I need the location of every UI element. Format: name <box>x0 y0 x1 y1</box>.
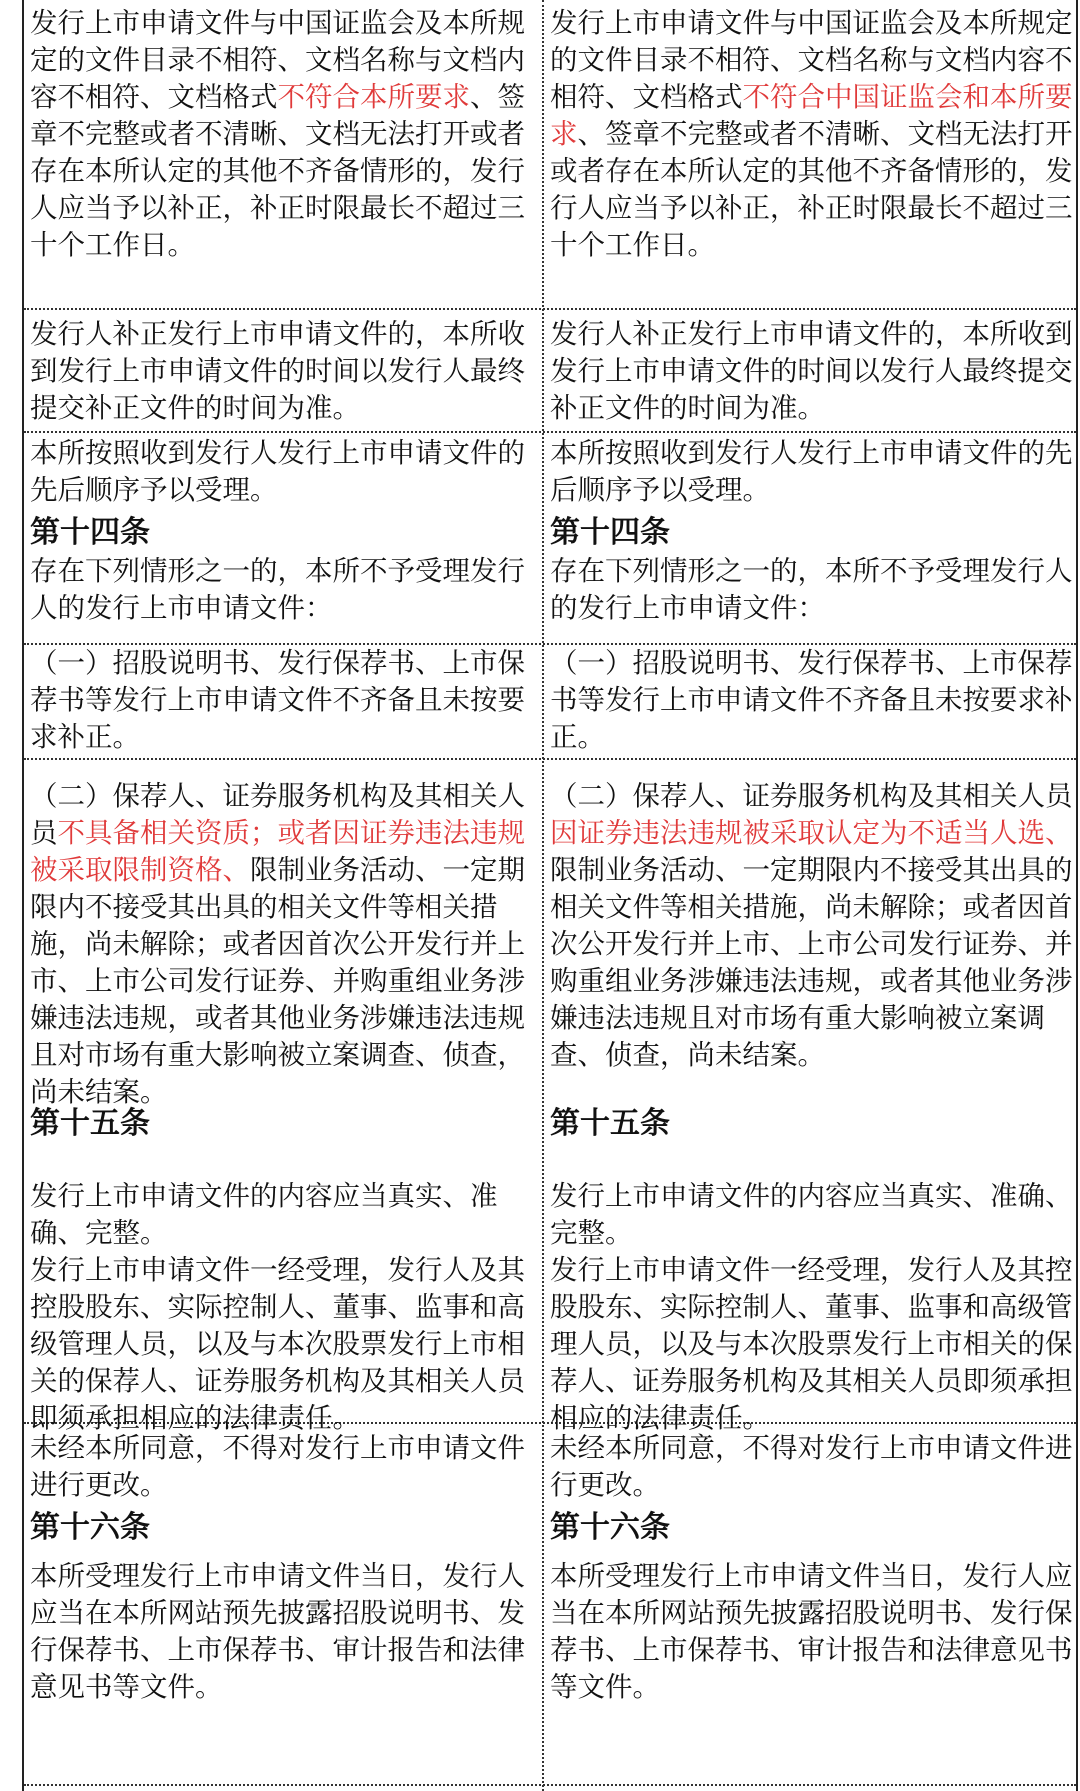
new-rule-cell: （二）保荐人、证券服务机构及其相关人员因证券违法违规被采取认定为不适当人选、限制业务活动、一定期限内不接受其出具的相关文件等相关措施，尚未解除；或者因首次公开发行并上市、上市公司发行证券、并购重组业务涉嫌违法违规，或者其他业务涉嫌违法违规且对市场有重大影响被立案调查、侦查，尚未结案。 <box>550 780 1073 1071</box>
new-rule-cell: 发行人补正发行上市申请文件的，本所收到发行上市申请文件的时间以发行人最终提交补正文件的时间为准。 <box>550 318 1073 424</box>
article-title: 第十五条 <box>30 1106 150 1141</box>
old-rule-cell: （二）保荐人、证券服务机构及其相关人员不具备相关资质；或者因证券违法违规被采取限制资格、限制业务活动、一定期限内不接受其出具的相关文件等相关措施，尚未解除；或者因首次公开发行并上市、上市公司发行证券、并购重组业务涉嫌违法违规，或者其他业务涉嫌违法违规且对市场有重大影响被立案调查、侦查，尚未结案。 <box>30 780 525 1108</box>
table-row <box>24 1424 1076 1504</box>
article-title: 第十五条 <box>550 1106 670 1141</box>
table-row <box>24 645 1076 760</box>
table-row <box>24 433 1076 513</box>
new-rule-cell: 本所按照收到发行人发行上市申请文件的先后顺序予以受理。 <box>550 437 1073 506</box>
changed-text: 因证券违法违规被采取认定为不适当人选、 <box>550 817 1073 849</box>
article-title: 第十四条 <box>550 515 670 550</box>
new-rule-cell: 发行上市申请文件与中国证监会及本所规定的文件目录不相符、文档名称与文档内容不相符、文档格式不符合中国证监会和本所要求、签章不完整或者不清晰、文档无法打开或者存在本所认定的其他不齐备情形的，发行人应当予以补正，补正时限最长不超过三十个工作日。 <box>550 7 1073 261</box>
table-row <box>24 513 1076 645</box>
changed-text: 不符合中国证监会和本所要求 <box>550 81 1073 150</box>
new-rule-cell: 第十五条 发行上市申请文件的内容应当真实、准确、完整。 发行上市申请文件一经受理，发行人及其控股股东、实际控制人、董事、监事和高级管理人员，以及与本次股票发行上市相关的保荐人、证券服务机构及其相关人员即须承担相应的法律责任。 <box>550 1106 1073 1434</box>
old-rule-cell: 未经本所同意，不得对发行上市申请文件进行更改。 <box>30 1432 525 1501</box>
new-rule-cell: 未经本所同意，不得对发行上市申请文件进行更改。 <box>550 1432 1073 1501</box>
old-rule-cell: 第十六条 本所受理发行上市申请文件当日，发行人应当在本所网站预先披露招股说明书、发行保荐书、上市保荐书、审计报告和法律意见书等文件。 <box>24 1504 542 1784</box>
new-rule-cell: 第十六条 本所受理发行上市申请文件当日，发行人应当在本所网站预先披露招股说明书、发行保荐书、上市保荐书、审计报告和法律意见书等文件。 <box>550 1510 1073 1703</box>
table-row <box>24 1098 1076 1434</box>
old-rule-cell: （一）招股说明书、发行保荐书、上市保荐书等发行上市申请文件不齐备且未按要求补正。 <box>30 647 525 753</box>
old-rule-cell: 发行人补正发行上市申请文件的，本所收到发行上市申请文件的时间以发行人最终提交补正文件的时间为准。 <box>30 318 525 424</box>
article-title: 第十六条 <box>30 1510 150 1545</box>
article-title: 第十六条 <box>550 1510 670 1545</box>
table-row <box>24 0 1076 310</box>
new-rule-cell: 第十四条 存在下列情形之一的，本所不予受理发行人的发行上市申请文件： <box>550 515 1073 624</box>
old-rule-cell: 第十五条 发行上市申请文件的内容应当真实、准确、完整。 发行上市申请文件一经受理，发行人及其控股股东、实际控制人、董事、监事和高级管理人员，以及与本次股票发行上市相关的保荐人、证券服务机构及其相关人员即须承担相应的法律责任。 <box>24 1098 542 1422</box>
changed-text: 不具备相关资质；或者因证券违法违规被采取限制资格、 <box>30 817 525 886</box>
comparison-table <box>22 0 1078 1791</box>
old-rule-cell: 本所按照收到发行人发行上市申请文件的先后顺序予以受理。 <box>30 437 525 506</box>
table-row <box>24 760 1076 1108</box>
table-row <box>24 1504 1076 1786</box>
changed-text: 不符合本所要求 <box>277 81 470 113</box>
table-row <box>24 310 1076 433</box>
article-title: 第十四条 <box>30 515 150 550</box>
old-rule-cell: 发行上市申请文件与中国证监会及本所规定的文件目录不相符、文档名称与文档内容不相符、文档格式不符合本所要求、签章不完整或者不清晰、文档无法打开或者存在本所认定的其他不齐备情形的，发行人应当予以补正，补正时限最长不超过三十个工作日。 <box>30 7 525 261</box>
new-rule-cell: （一）招股说明书、发行保荐书、上市保荐书等发行上市申请文件不齐备且未按要求补正。 <box>550 647 1073 753</box>
old-rule-cell: 第十四条 存在下列情形之一的，本所不予受理发行人的发行上市申请文件： <box>24 513 542 643</box>
